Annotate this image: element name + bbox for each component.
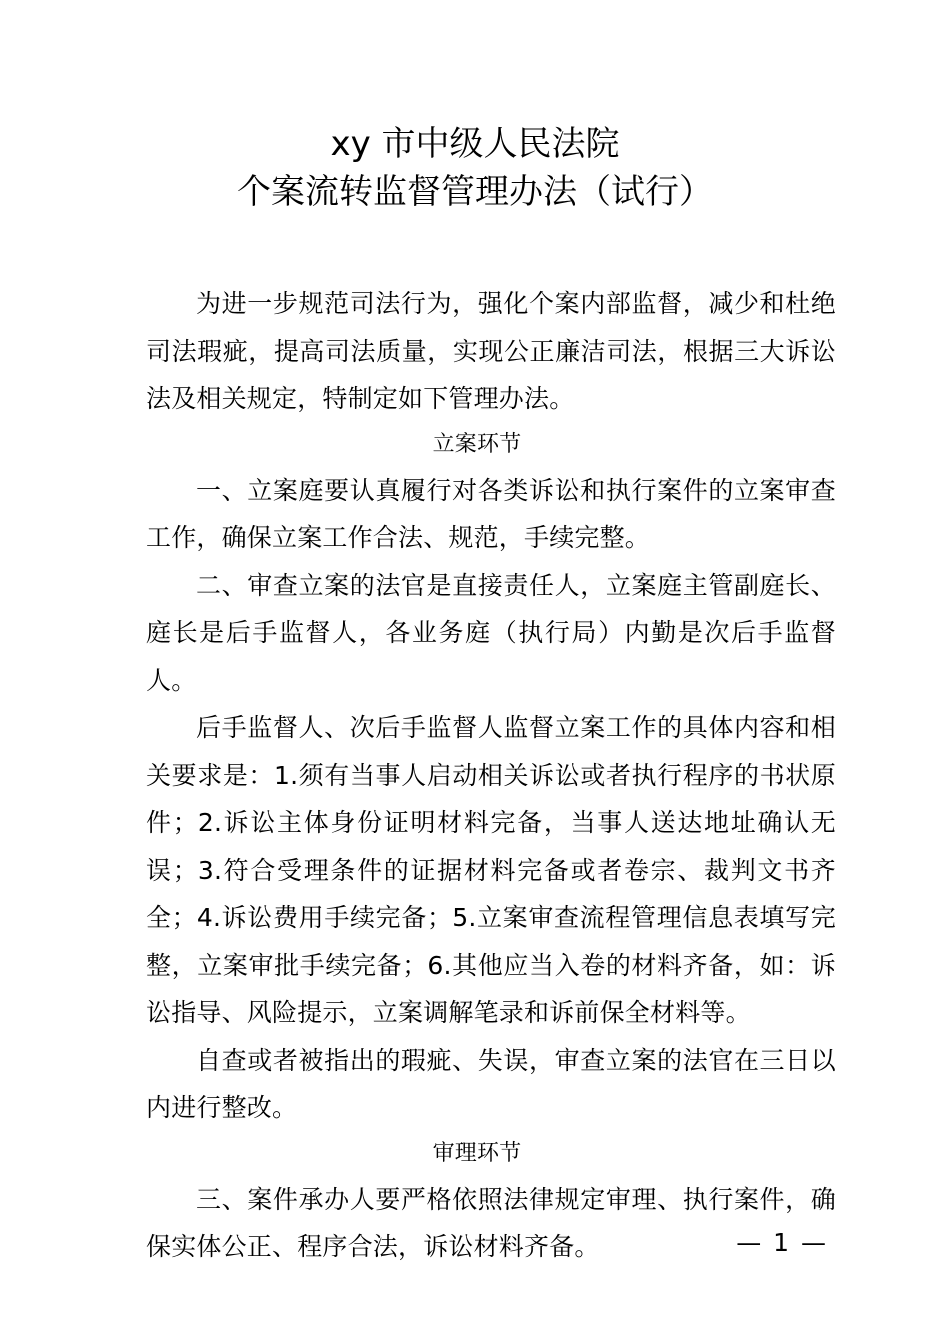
- section-heading-filing: 立案环节: [432, 431, 522, 457]
- filing-paragraph-3: 后手监督人、次后手监督人监督立案工作的具体内容和相关要求是：1.须有当事人启动相关诉讼或者执行程序的书状原件；2.诉讼主体身份证明材料完备，当事人送达地址确认无误；3.符合受理条件的证据材料完备或者卷宗、裁判文书齐全；4.诉讼费用手续完备；5.立案审查流程管理信息表填写完整，立案审批手续完备；6.其他应当入卷的材料齐备，如：诉讼指导、风险提示，立案调解笔录和诉前保全材料等。: [146, 713, 836, 1027]
- document-body: [146, 280, 836, 1271]
- filing-paragraph-1: 一、立案庭要认真履行对各类诉讼和执行案件的立案审查工作，确保立案工作合法、规范，手续完整。: [146, 475, 836, 552]
- filing-paragraph-4: 自查或者被指出的瑕疵、失误，审查立案的法官在三日以内进行整改。: [146, 1045, 836, 1122]
- section-heading-trial: 审理环节: [432, 1140, 522, 1166]
- document-title-line1: xy 市中级人民法院: [330, 124, 620, 164]
- trial-paragraph-1: 三、案件承办人要严格依照法律规定审理、执行案件，确保实体公正、程序合法，诉讼材料齐备。: [146, 1184, 836, 1261]
- page-number: — 1 —: [736, 1228, 828, 1257]
- document-title-line2: 个案流转监督管理办法（试行）: [237, 172, 713, 212]
- intro-paragraph: 为进一步规范司法行为，强化个案内部监督，减少和杜绝司法瑕疵，提高司法质量，实现公正廉洁司法，根据三大诉讼法及相关规定，特制定如下管理办法。: [146, 289, 836, 413]
- filing-paragraph-2: 二、审查立案的法官是直接责任人，立案庭主管副庭长、庭长是后手监督人，各业务庭（执行局）内勤是次后手监督人。: [146, 570, 836, 695]
